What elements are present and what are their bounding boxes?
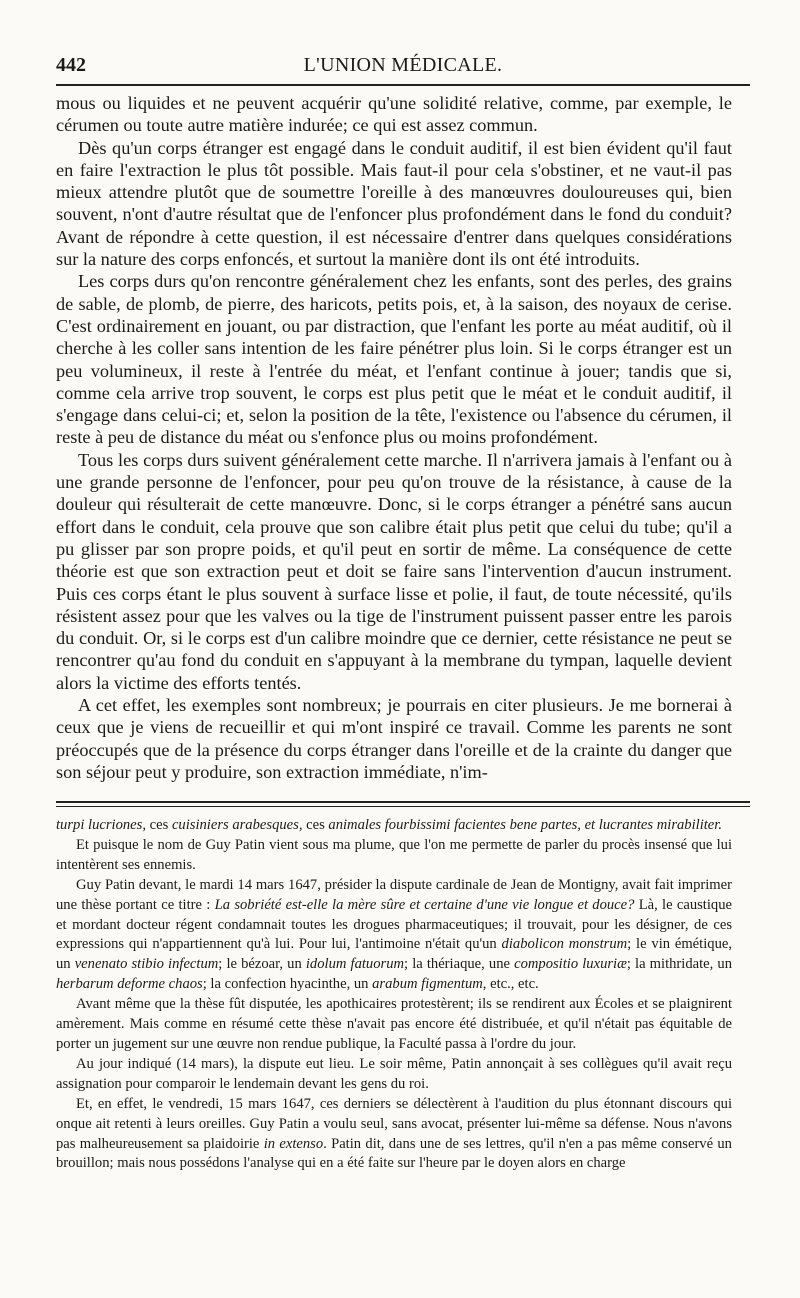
text-run: ; le bézoar, un: [218, 956, 306, 973]
page-number: 442: [56, 54, 86, 76]
main-paragraph: Les corps durs qu'on rencontre généralement chez les enfants, sont des perles, des grains de sable, de plomb, de pierre, des haricots, petits pois, et, à la saison, des noyaux de cerise. C'est ordinairement en jouant, ou par distraction, que l'enfant les porte au méat auditif, où il cherche à les coller sans intention de les faire pénétrer plus loin. Si le corps étranger est un peu volumineux, il reste à l'entrée du méat, et l'enfant continue à jouer; tandis que si, comme cela arrive trop souvent, le corps est plus petit que le méat et le conduit auditif, il s'engage dans celui-ci; et, selon la position de la tête, l'existence ou l'absence du cérumen, il reste à peu de distance du méat ou s'enfonce plus ou moins profondément.: [56, 271, 732, 448]
italic-phrase: cuisiniers arabesques,: [171, 817, 303, 833]
latin-phrase: idolum fatuorum: [305, 956, 405, 973]
journal-title: L'UNION MÉDICALE.: [303, 54, 503, 76]
text-run: Là, le caustique et mordant docteur régent condamnait toutes les drogues pharmaceutiques; il trouvait, pour les désigner, de ces expressions qui n'appartiennent qu'à lui. Pour lui, l'antimoine n'était qu'un: [56, 896, 732, 953]
page-header: [56, 50, 750, 80]
latin-phrase: arabum figmentum: [372, 976, 483, 993]
feuilleton-rule-thick: [56, 801, 750, 803]
header-rule: [56, 84, 750, 86]
latin-phrase: in extenso: [263, 1135, 324, 1152]
latin-phrase: venenato stibio infectum: [74, 956, 219, 973]
thesis-title: La sobriété est-elle la mère sûre et certaine d'une vie longue et douce?: [214, 896, 635, 913]
main-paragraph: A cet effet, les exemples sont nombreux; je pourrais en citer plusieurs. Je me bornerai à ceux que je viens de recueillir et qui m'ont inspiré ce travail. Comme les parents ne sont préoccupés que de la présence du corps étranger dans l'oreille et de la crainte du danger que son séjour peut y produire, son extraction immédiate, n'im-: [56, 695, 732, 782]
main-paragraph: Tous les corps durs suivent généralement cette marche. Il n'arrivera jamais à l'enfant ou à une grande personne de l'enfoncer, pour peu qu'on trouve de la résistance, à cause de la douleur qui résulterait de cette manœuvre. Donc, si le corps étranger a pénétré sans aucun effort dans le conduit, cela prouve que son calibre était plus petit que celui du tube; qu'il a pu glisser par son propre poids, et qu'il peut en sortir de même. La conséquence de cette théorie est que son extraction peut et doit se faire sans l'intervention d'aucun instrument. Puis ces corps étant le plus souvent à surface lisse et polie, il faut, de toute nécessité, qu'ils résistent assez pour que les valves ou la tige de l'instrument puissent passer entre les parois du conduit. Or, si le corps est d'un calibre moindre que ce dernier, cette résistance ne peut se rencontrer qu'au fond du conduit en s'appuyant à la membrane du tympan, laquelle devient alors la victime des efforts tentés.: [56, 449, 732, 693]
latin-phrase: compositio luxuriæ: [514, 956, 627, 973]
text-run: ; la confection hyacinthe, un: [202, 976, 373, 993]
text-run: , etc., etc.: [482, 976, 539, 993]
feuilleton-paragraph: Avant même que la thèse fût disputée, les apothicaires protestèrent; ils se rendirent aux Écoles et se plaignirent amèrement. Mais comme en résumé cette thèse n'avait pas encore été distribuée, et qu'il n'était pas équitable de porter un jugement sur une œuvre non rendue publique, la Faculté passa à l'ordre du jour.: [56, 996, 732, 1052]
text-run: ; la mithridate, un: [626, 956, 732, 973]
text-run: ces: [302, 817, 329, 833]
text-run: ces: [146, 817, 172, 833]
text-run: Guy Patin devant, le mardi 14 mars 1647, présider la dispute cardinale de Jean de Montigny, avait fait imprimer une thèse portant ce titre :: [56, 876, 732, 913]
main-text: [56, 92, 732, 783]
latin-phrase: animales fourbissimi facientes bene partes, et lucrantes mirabiliter.: [328, 817, 722, 833]
latin-phrase: herbarum deforme chaos: [56, 976, 203, 993]
text-run: ; le vin émétique, un: [56, 936, 732, 973]
latin-phrase: turpi lucriones,: [56, 817, 146, 833]
feuilleton-paragraph: Et puisque le nom de Guy Patin vient sous ma plume, que l'on me permette de parler du procès insensé que lui intentèrent ses ennemis.: [56, 836, 732, 873]
main-paragraph: mous ou liquides et ne peuvent acquérir qu'une solidité relative, comme, par exemple, le cérumen ou toute autre matière indurée; ce qui est assez commun.: [56, 93, 732, 136]
feuilleton-paragraph: [56, 816, 732, 836]
text-run: Et, en effet, le vendredi, 15 mars 1647, ces derniers se délectèrent à l'audition du plus étonnant discours qui onque ait retenti à leurs oreilles. Guy Patin a voulu seul, sans avocat, présenter lui-même sa défense. Nous n'avons pas malheureusement sa plaidoirie: [56, 1095, 732, 1152]
feuilleton-rule-thin: [56, 806, 750, 807]
feuilleton-text: [56, 816, 732, 1174]
text-run: . Patin dit, dans une de ses lettres, qu'il n'en a pas même conservé un brouillon; mais nous possédons l'analyse qui en a été faite sur l'heure par le doyen alors en charge: [56, 1135, 732, 1172]
feuilleton-paragraph: [56, 1095, 732, 1175]
text-run: ; la thériaque, une: [404, 956, 515, 973]
latin-phrase: diabolicon monstrum: [501, 936, 628, 953]
feuilleton-paragraph: [56, 876, 732, 995]
feuilleton-paragraph: Au jour indiqué (14 mars), la dispute eut lieu. Le soir même, Patin annonçait à ses collègues qu'il avait reçu assignation pour comparoir le lendemain devant les gens du roi.: [56, 1055, 732, 1092]
main-paragraph: Dès qu'un corps étranger est engagé dans le conduit auditif, il est bien évident qu'il faut en faire l'extraction le plus tôt possible. Mais faut-il pour cela s'obstiner, et ne vaut-il pas mieux attendre plutôt que de soumettre l'oreille à des manœuvres douloureuses qui, bien souvent, n'ont d'autre résultat que de l'enfoncer plus profondément dans le fond du conduit? Avant de répondre à cette question, il est nécessaire d'entrer dans quelques considérations sur la nature des corps enfoncés, et surtout la manière dont ils ont été introduits.: [56, 137, 732, 270]
